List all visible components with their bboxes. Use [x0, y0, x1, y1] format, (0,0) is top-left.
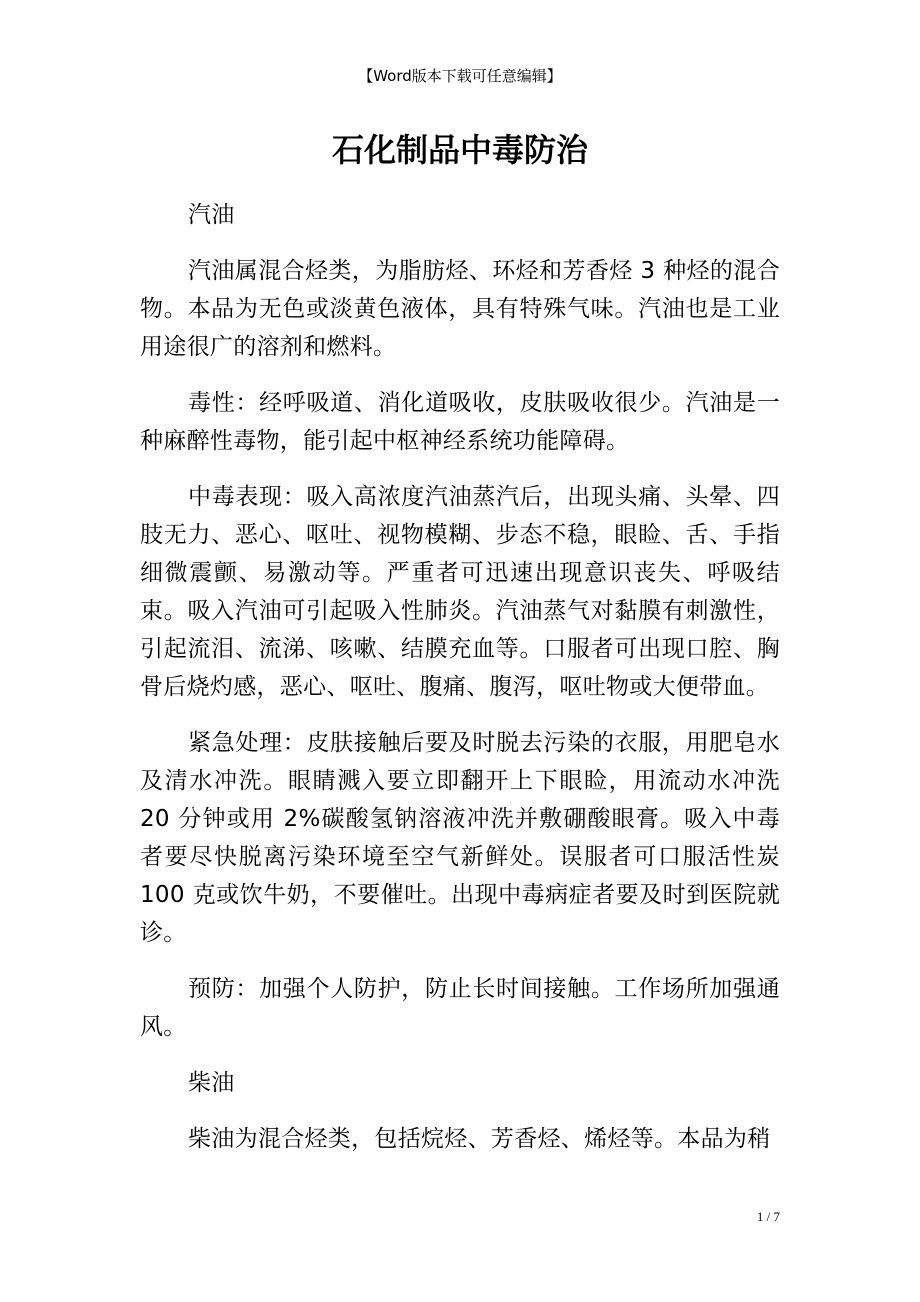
paragraph-gasoline-toxicity: 毒性：经呼吸道、消化道吸收，皮肤吸收很少。汽油是一种麻醉性毒物，能引起中枢神经系统功能障碍。	[140, 390, 780, 454]
paragraph-gasoline-symptoms: 中毒表现：吸入高浓度汽油蒸汽后，出现头痛、头晕、四肢无力、恶心、呕吐、视物模糊、步态不稳，眼睑、舌、手指细微震颤、易激动等。严重者可迅速出现意识丧失、呼吸结束。吸入汽油可引起吸入性肺炎。汽油蒸气对黏膜有刺激性，引起流泪、流涕、咳嗽、结膜充血等。口服者可出现口腔、胸骨后烧灼感，恶心、呕吐、腹痛、腹泻，呕吐物或大便带血。	[140, 484, 780, 700]
document-title: 石化制品中毒防治	[331, 131, 588, 169]
section-heading-gasoline: 汽油	[188, 202, 235, 228]
paragraph-gasoline-emergency: 紧急处理：皮肤接触后要及时脱去污染的衣服，用肥皂水及清水冲洗。眼睛溅入要立即翻开上下眼睑，用流动水冲洗 20 分钟或用 2%碳酸氢钠溶液冲洗并敷硼酸眼膏。吸入中毒者要尽快脱离污染环境至空气新鲜处。误服者可口服活性炭 100 克或饮牛奶，不要催吐。出现中毒病症者要及时到医院就诊。	[140, 730, 780, 946]
section-heading-diesel: 柴油	[188, 1070, 235, 1096]
document-body	[140, 196, 780, 1176]
page-number: 1 / 7	[756, 1209, 780, 1224]
paragraph-gasoline-intro: 汽油属混合烃类，为脂肪烃、环烃和芳香烃 3 种烃的混合物。本品为无色或淡黄色液体，具有特殊气味。汽油也是工业用途很广的溶剂和燃料。	[140, 258, 780, 360]
header-note: 【Word版本下载可任意编辑】	[358, 67, 562, 85]
paragraph-gasoline-prevention: 预防：加强个人防护，防止长时间接触。工作场所加强通风。	[140, 976, 780, 1040]
paragraph-diesel-intro: 柴油为混合烃类，包括烷烃、芳香烃、烯烃等。本品为稍	[188, 1126, 771, 1152]
